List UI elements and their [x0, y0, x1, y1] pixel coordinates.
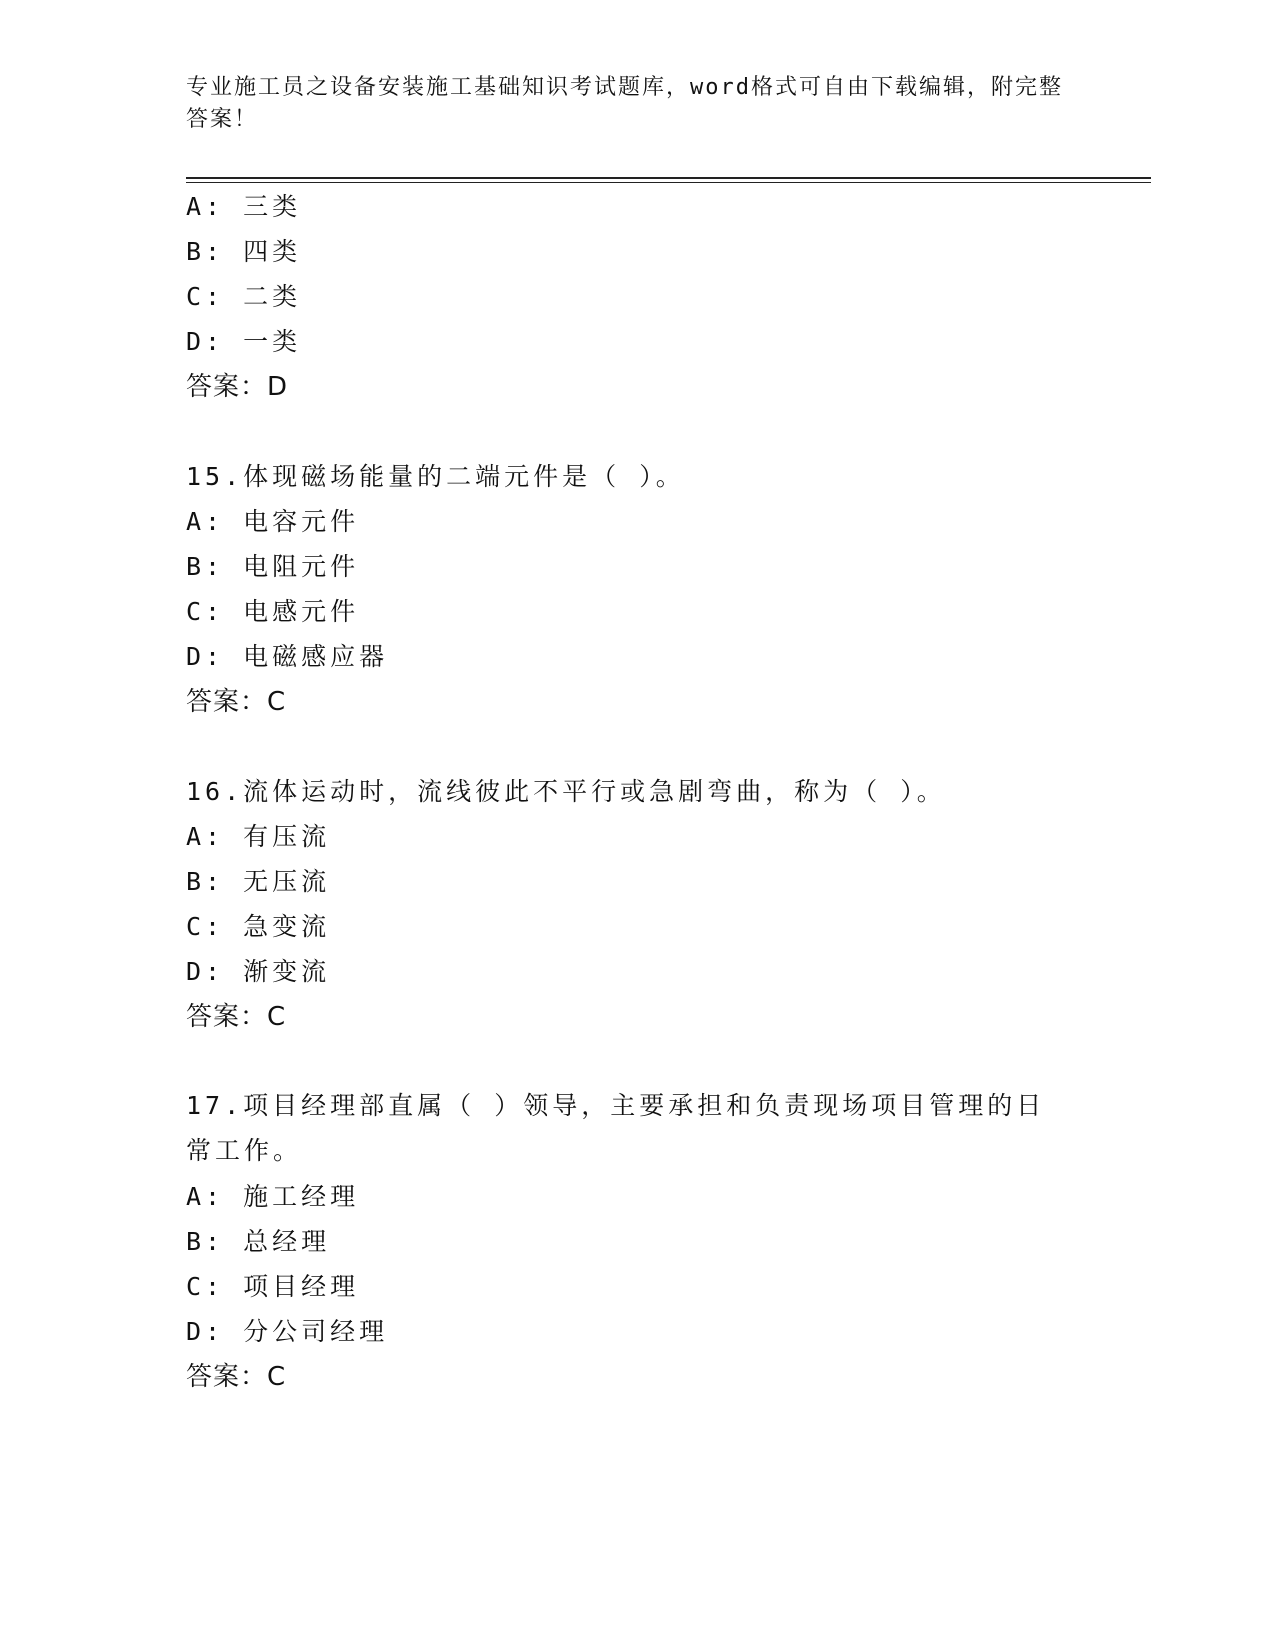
question-15-option-d: D: 电磁感应器 — [186, 642, 389, 671]
question-17-option-a: A: 施工经理 — [186, 1182, 360, 1211]
header-rule-thin — [186, 182, 1151, 183]
prev-option-d: D: 一类 — [186, 327, 302, 356]
question-16-option-c: C: 急变流 — [186, 912, 331, 941]
prev-option-c: C: 二类 — [186, 282, 302, 311]
question-16-option-d: D: 渐变流 — [186, 957, 331, 986]
question-16-option-a: A: 有压流 — [186, 822, 331, 851]
question-15-option-c: C: 电感元件 — [186, 597, 360, 626]
question-15-option-a: A: 电容元件 — [186, 507, 360, 536]
question-15-answer: 答案：C — [186, 687, 287, 717]
header-rule-thick — [186, 177, 1151, 179]
question-16-option-b: B: 无压流 — [186, 867, 331, 896]
prev-option-a: A: 三类 — [186, 192, 302, 221]
question-17-option-b: B: 总经理 — [186, 1227, 331, 1256]
question-15-stem: 15.体现磁场能量的二端元件是（ ）。 — [186, 462, 685, 491]
question-17-stem: 17.项目经理部直属（ ）领导，主要承担和负责现场项目管理的日常工作。 — [186, 1091, 1046, 1165]
question-15-option-b: B: 电阻元件 — [186, 552, 360, 581]
document-header: 专业施工员之设备安装施工基础知识考试题库，word格式可自由下载编辑，附完整答案！ — [186, 75, 1063, 132]
question-17-option-c: C: 项目经理 — [186, 1272, 360, 1301]
prev-option-b: B: 四类 — [186, 237, 302, 266]
question-17-option-d: D: 分公司经理 — [186, 1317, 389, 1346]
question-16-answer: 答案：C — [186, 1002, 287, 1032]
prev-answer: 答案：D — [186, 372, 289, 402]
question-16-stem: 16.流体运动时，流线彼此不平行或急剧弯曲，称为（ ）。 — [186, 777, 946, 806]
question-17-answer: 答案：C — [186, 1362, 287, 1392]
